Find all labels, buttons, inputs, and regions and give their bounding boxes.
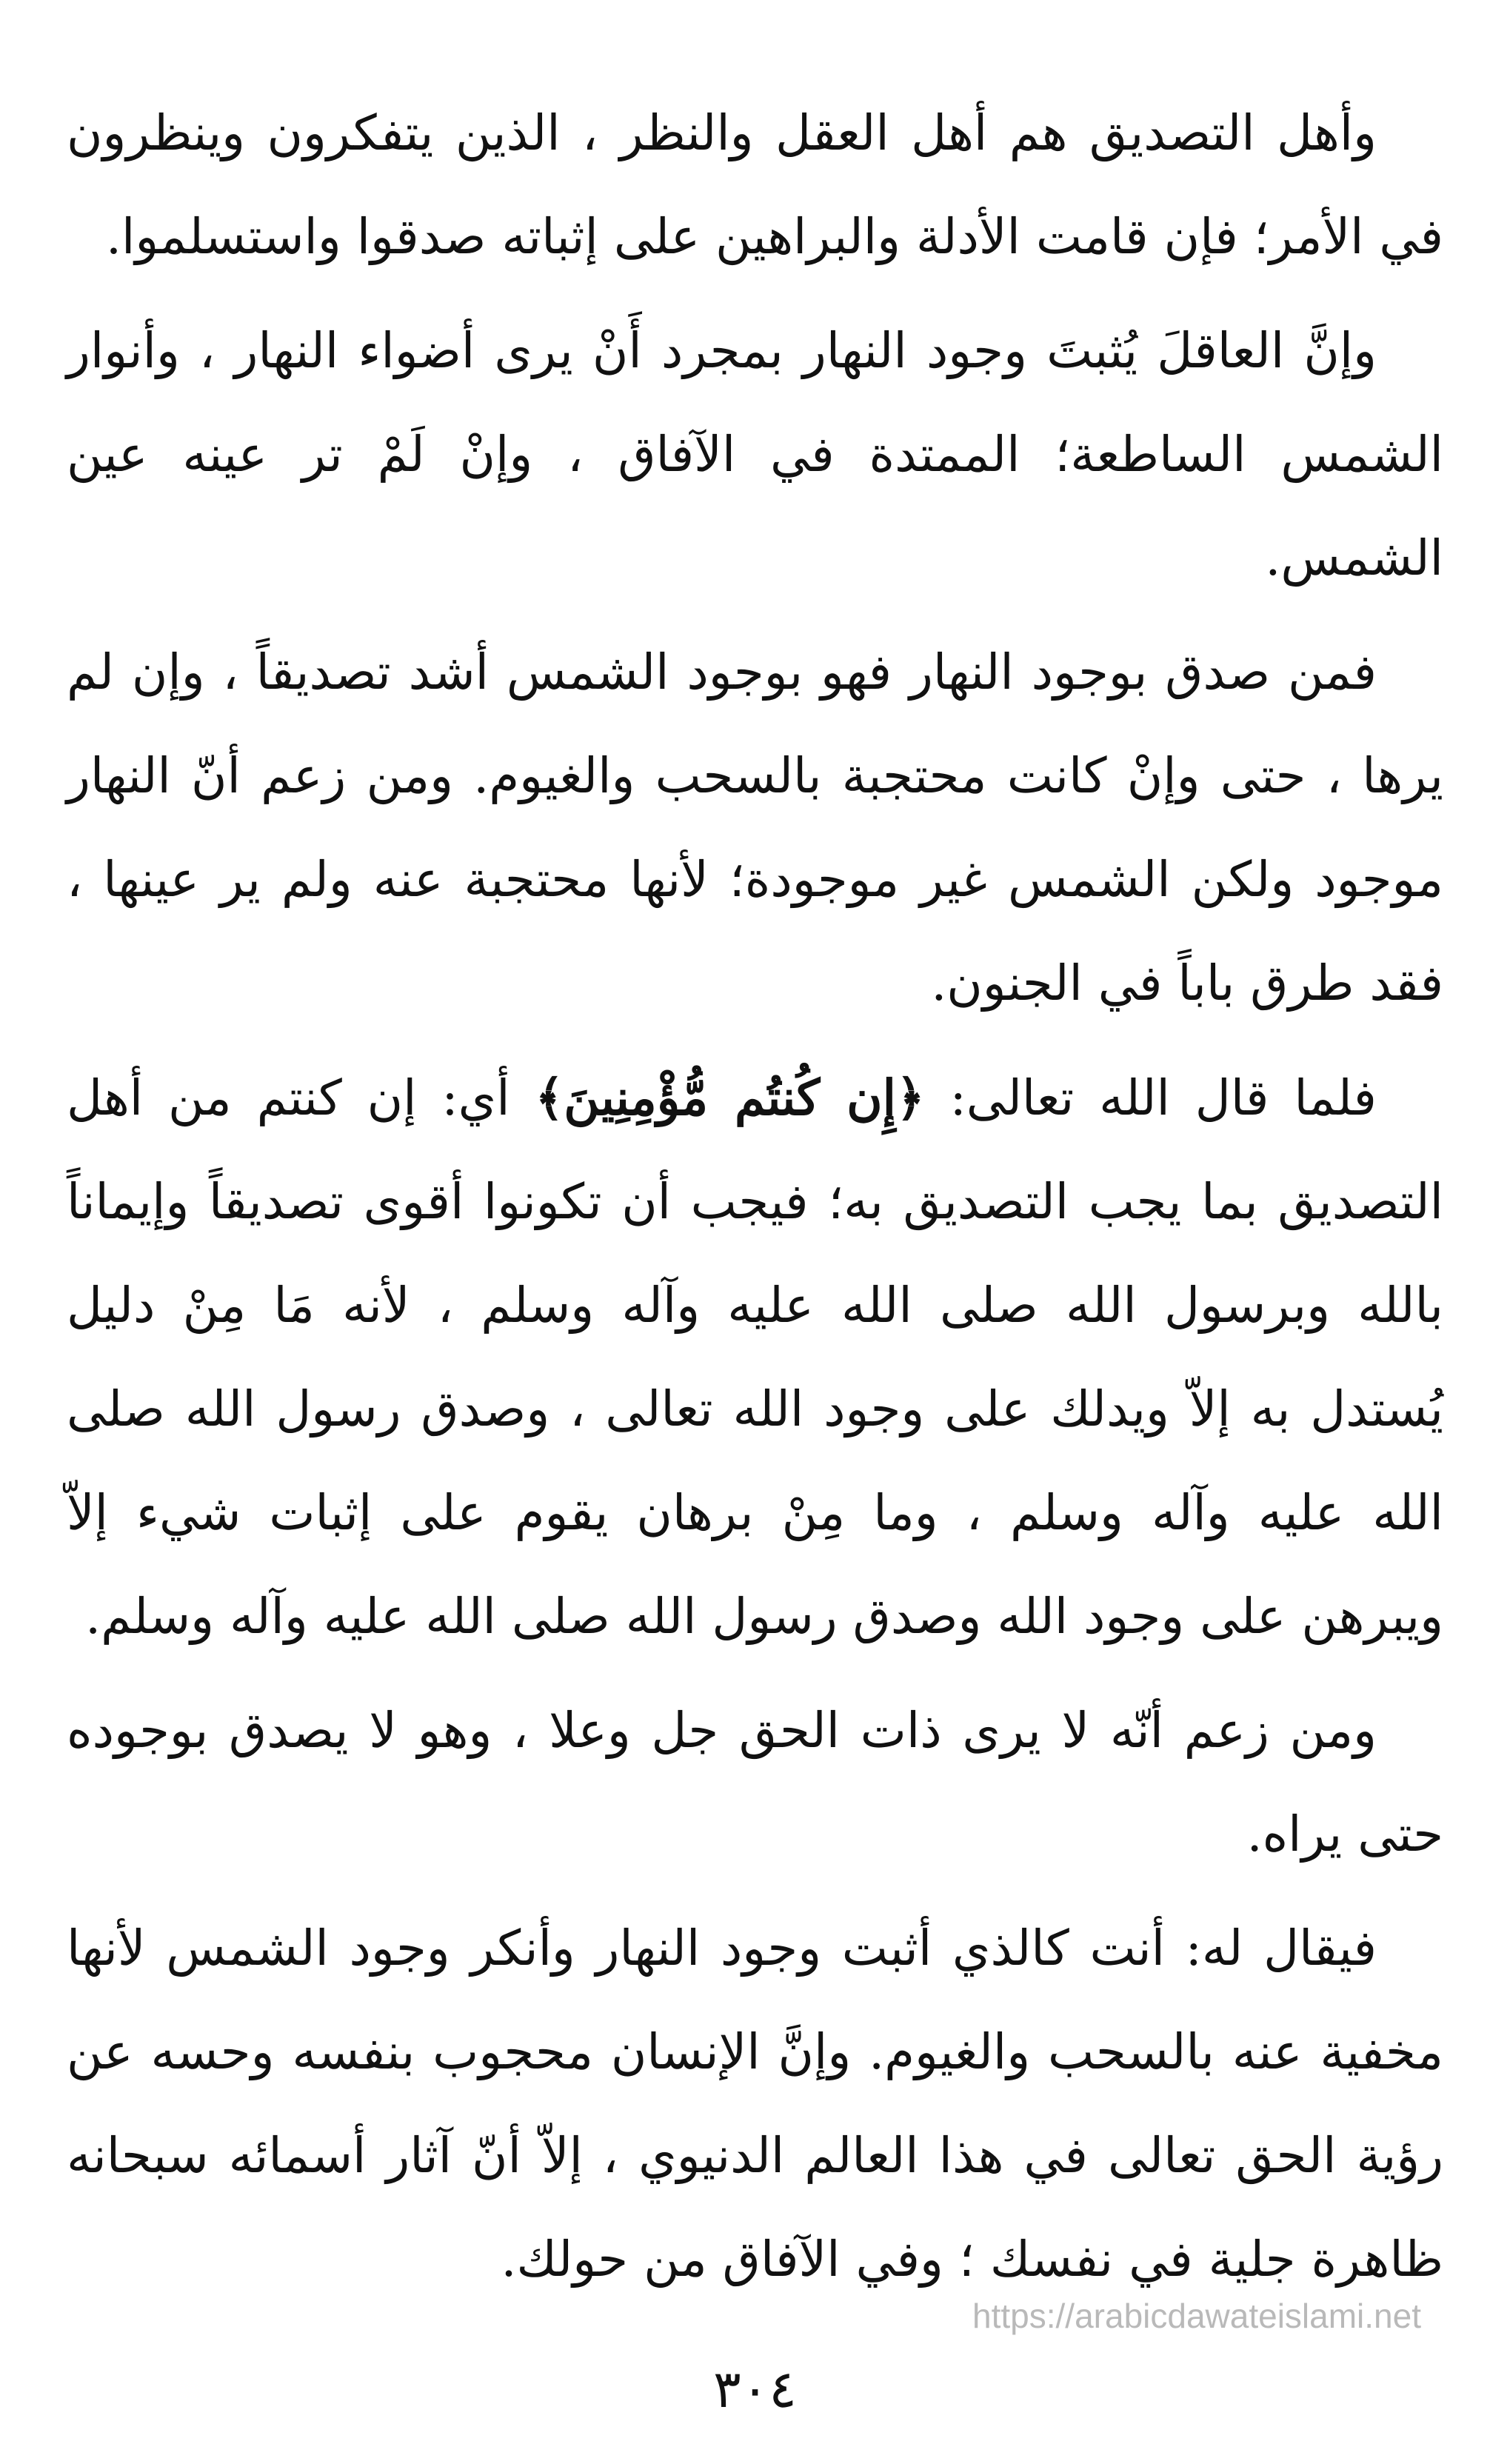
paragraph-1: وأهل التصديق هم أهل العقل والنظر ، الذين يتفكرون وينظرون في الأمر؛ فإن قامت الأدلة والبراهين على إثباته صدقوا واستسلموا. [67, 104, 1443, 265]
website-watermark: https://arabicdawateislami.net [972, 2297, 1421, 2335]
quran-verse: ﴿إِن كُنتُم مُّؤْمِنِينَ﴾ [535, 1069, 925, 1126]
paragraph-4-body: أي: إن كنتم من أهل التصديق بما يجب التصديق به؛ فيجب أن تكونوا أقوى تصديقاً وإيماناً بالله وبرسول الله صلى الله عليه وآله وسلم ، لأنه مَا مِنْ دليل يُستدل به إلاّ ويدلك على وجود الله تعالى ، وصدق رسول الله صلى الله عليه وآله وسلم ، وما مِنْ برهان يقوم على إثبات شيء إلاّ ويبرهن على وجود الله وصدق رسول الله صلى الله عليه وآله وسلم. [67, 1069, 1443, 1645]
paragraph-6: فيقال له: أنت كالذي أثبت وجود النهار وأنكر وجود الشمس لأنها مخفية عنه بالسحب والغيوم. وإنَّ الإنسان محجوب بنفسه وحسه عن رؤية الحق تعالى في هذا العالم الدنيوي ، إلاّ أنّ آثار أسمائه سبحانه ظاهرة جلية في نفسك ؛ وفي الآفاق من حولك. [67, 1920, 1443, 2288]
paragraph-4-intro: فلما قال الله تعالى: [924, 1069, 1377, 1126]
paragraph-5: ومن زعم أنّه لا يرى ذات الحق جل وعلا ، وهو لا يصدق بوجوده حتى يراه. [67, 1702, 1443, 1863]
page-number: ٣٠٤ [713, 2359, 797, 2420]
paragraph-4 [67, 1046, 1443, 1669]
paragraph-3: فمن صدق بوجود النهار فهو بوجود الشمس أشد تصديقاً ، وإن لم يرها ، حتى وإنْ كانت محتجبة بالسحب والغيوم. ومن زعم أنّ النهار موجود ولكن الشمس غير موجودة؛ لأنها محتجبة عنه ولم ير عينها ، فقد طرق باباً في الجنون. [67, 644, 1443, 1012]
body-text [67, 81, 1443, 2322]
paragraph-2: وإنَّ العاقلَ يُثبتَ وجود النهار بمجرد أَنْ يرى أضواء النهار ، وأنوار الشمس الساطعة؛ الممتدة في الآفاق ، وإنْ لَمْ تر عينه عين الشمس. [67, 322, 1443, 587]
